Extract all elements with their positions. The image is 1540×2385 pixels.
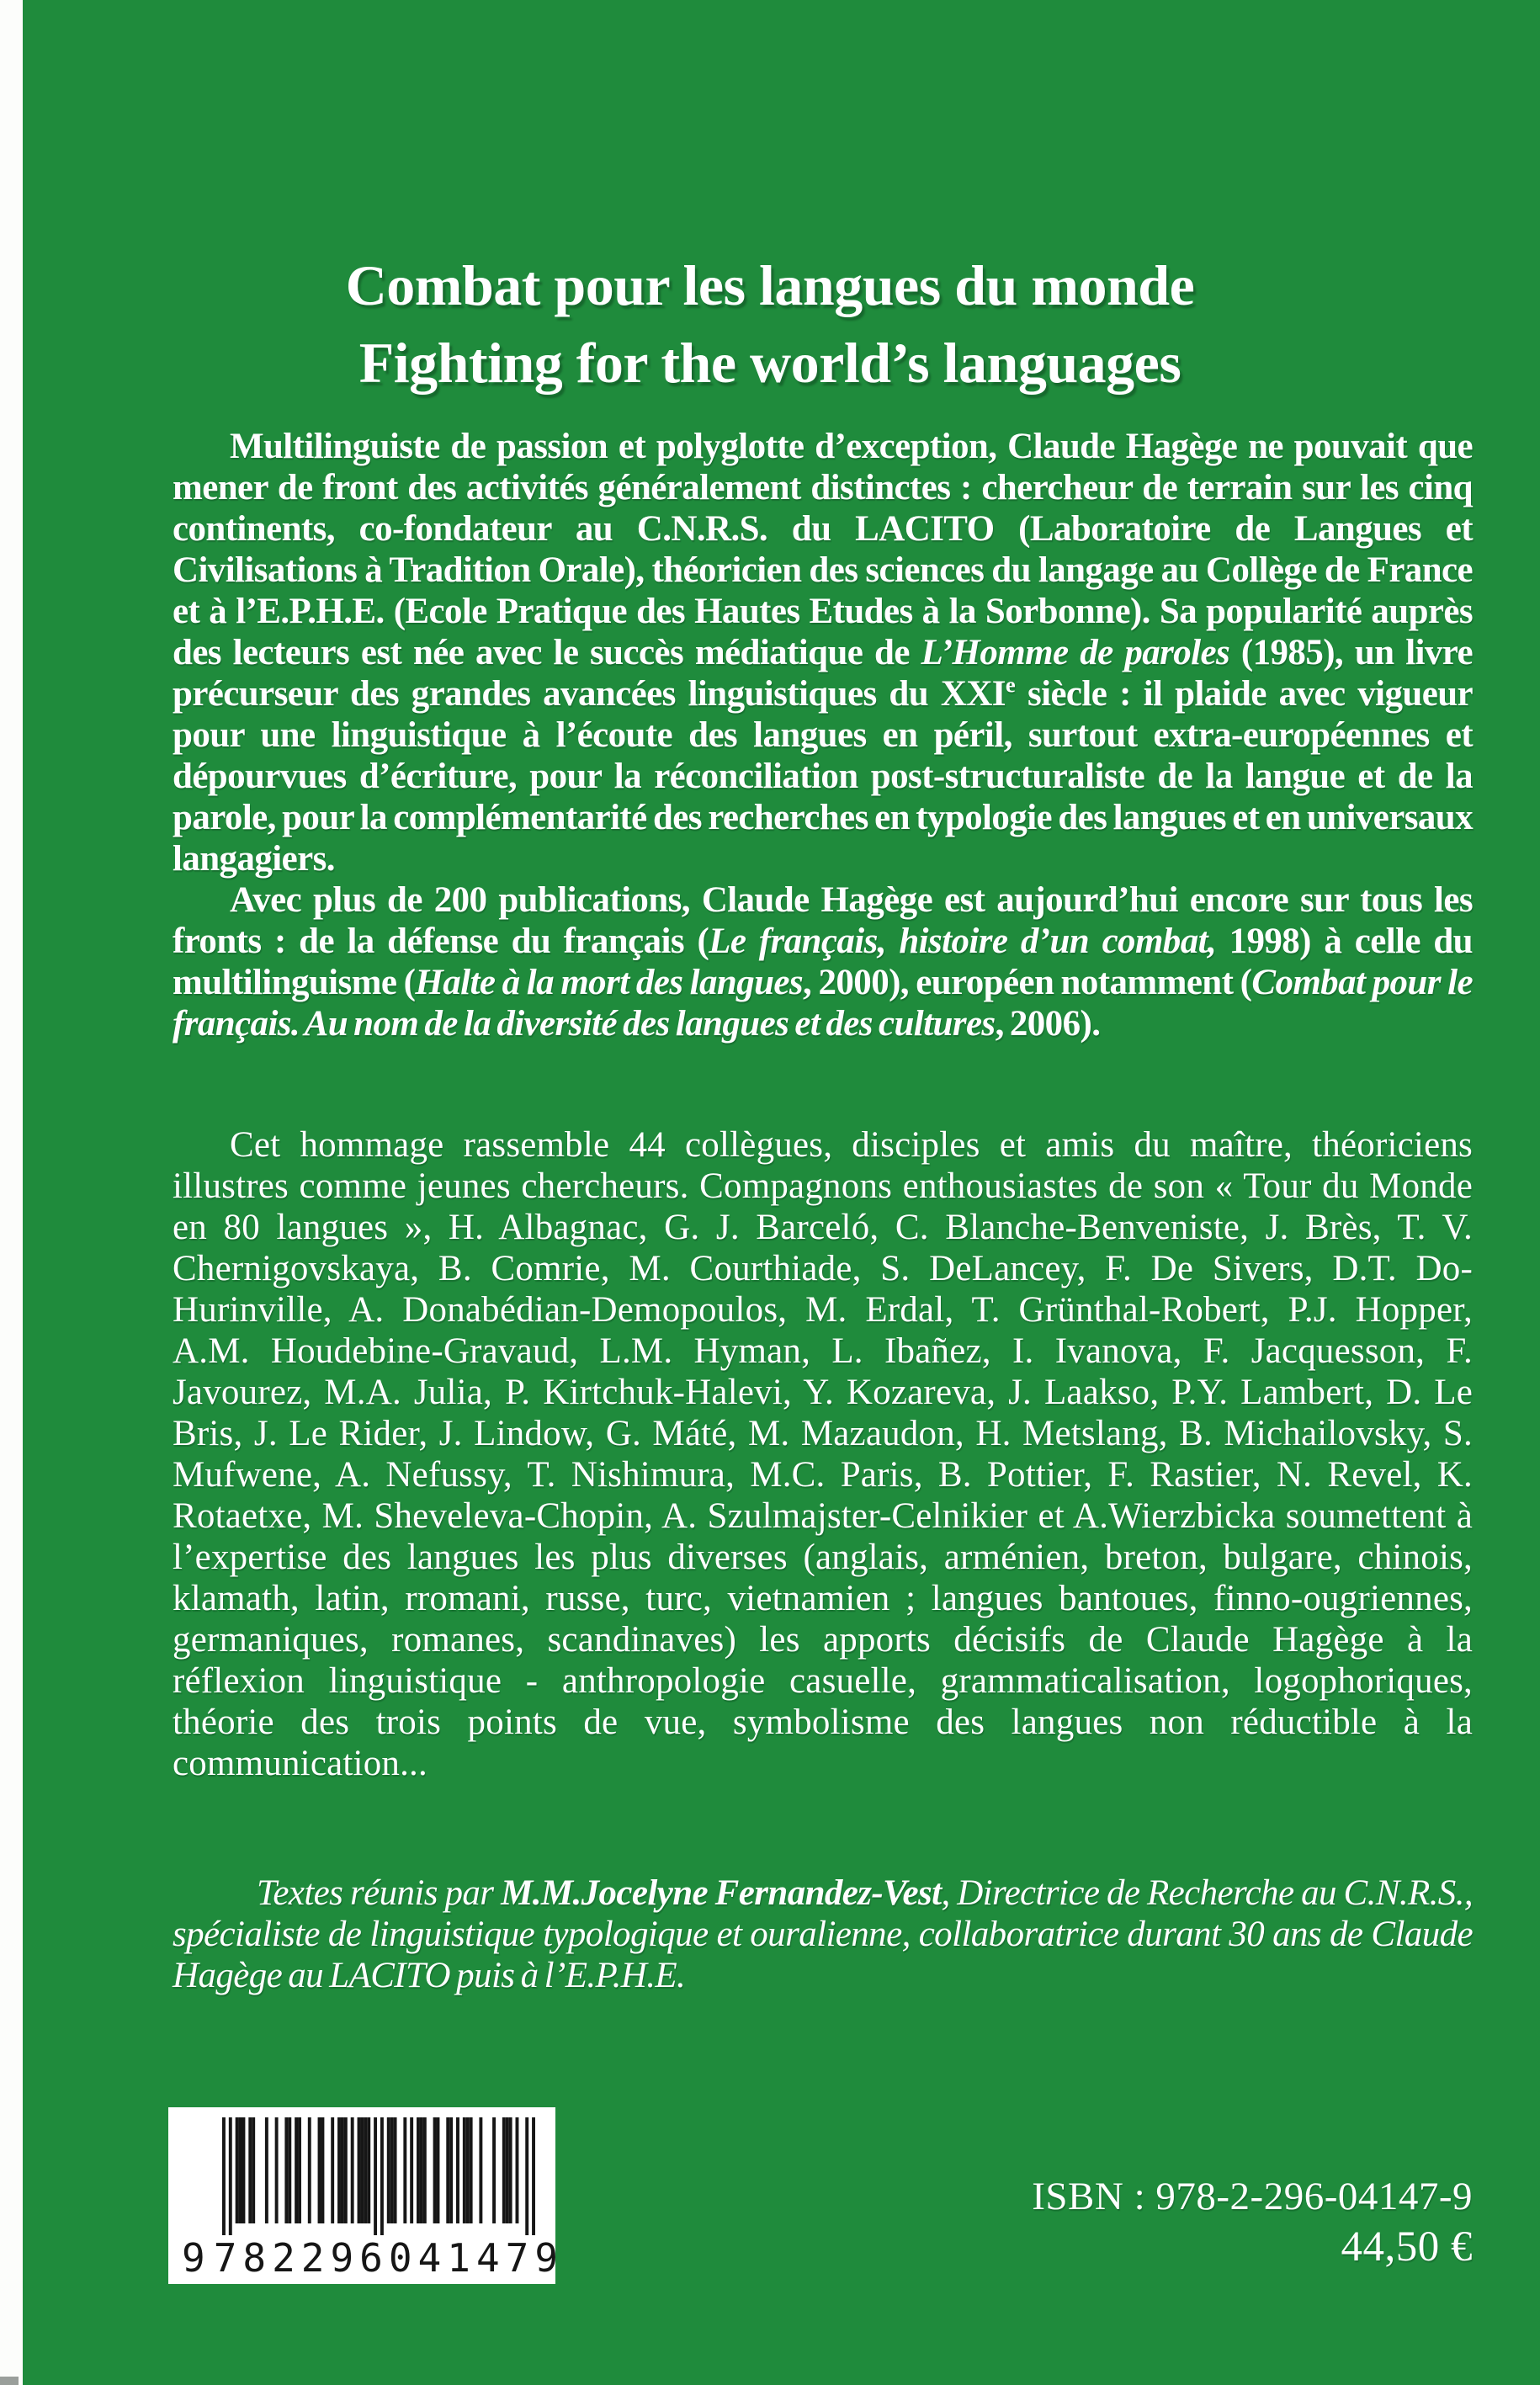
blurb-paragraph-contributors: Cet hommage rassemble 44 collègues, disciples et amis du maître, théoriciens illustres comme jeunes chercheurs. Compagnons enthousiastes de son « Tour du Monde en 80 langues », H. Albagnac, G. J. Barceló, C. Blanche-Benveniste, J. Brès, T. V. Chernigovskaya, B. Comrie, M. Courthiade, S. DeLancey, F. De Sivers, D.T. Do-Hurinville, A. Donabédian-Demopoulos, M. Erdal, T. Grünthal-Robert, P.J. Hopper, A.M. Houdebine-Gravaud, L.M. Hyman, L. Ibañez, I. Ivanova, F. Jacquesson, F. Javourez, M.A. Julia, P. Kirtchuk-Halevi, Y. Kozareva, J. Laakso, P.Y. Lambert, D. Le Bris, J. Le Rider, J. Lindow, G. Máté, M. Mazaudon, H. Metslang, B. Michailovsky, S. Mufwene, A. Nefussy, T. Nishimura, M.C. Paris, B. Pottier, F. Rastier, N. Revel, K. Rotaetxe, M. Sheveleva-Chopin, A. Szulmajster-Celnikier et A.Wierzbicka soumettent à l’expertise des langues les plus diverses (anglais, arménien, breton, bulgare, chinois, klamath, latin, rromani, russe, turc, vietnamien ; langues bantoues, finno-ougriennes, germaniques, romanes, scandinaves) les apports décisifs de Claude Hagège à la réflexion linguistique - anthropologie casuelle, grammaticalisation, logophoriques, théorie des trois points de vue, symbolisme des langues non réductible à la communication... xyxy=(173,1125,1473,1783)
blurb-paragraph-publications: Avec plus de 200 publications, Claude Hagège est aujourd’hui encore sur tous les fronts : de la défense du français (Le français, histoire d’un combat, 1998) à celle du multilinguisme (Halte à la mort des langues, 2000), européen notamment (Combat pour le français. Au nom de la diversité des langues et des cultures, 2006). xyxy=(173,880,1473,1044)
barcode-digit-group-left: 782296 xyxy=(213,2235,389,2281)
book-title-english: Fighting for the world’s languages xyxy=(358,331,1182,395)
isbn-block xyxy=(1032,2171,1473,2272)
barcode-bars xyxy=(222,2117,535,2235)
scan-artifact xyxy=(0,2377,19,2385)
barcode-digits xyxy=(182,2235,565,2281)
title-block xyxy=(0,247,1540,401)
barcode-digit-lead: 9 xyxy=(182,2235,205,2281)
barcode-digit-group-right: 041479 xyxy=(388,2235,565,2281)
price-text: 44,50 € xyxy=(1341,2223,1473,2271)
editor-credit: Textes réunis par M.M.Jocelyne Fernandez-Vest, Directrice de Recherche au C.N.R.S., spécialiste de linguistique typologique et ouralienne, collaboratrice durant 30 ans de Claude Hagège au LACITO puis à l’E.P.H.E. xyxy=(173,1873,1473,1995)
book-title-french: Combat pour les langues du monde xyxy=(345,253,1195,317)
isbn-text: ISBN : 978-2-296-04147-9 xyxy=(1032,2175,1473,2218)
barcode xyxy=(168,2107,565,2284)
blurb-paragraph-bio: Multilinguiste de passion et polyglotte d’exception, Claude Hagège ne pouvait que mener de front des activités généralement distinctes : chercheur de terrain sur les cinq continents, co-fondateur au C.N.R.S. du LACITO (Laboratoire de Langues et Civilisations à Tradition Orale), théoricien des sciences du langage au Collège de France et à l’E.P.H.E. (Ecole Pratique des Hautes Etudes à la Sorbonne). Sa popularité auprès des lecteurs est née avec le succès médiatique de L’Homme de paroles (1985), un livre précurseur des grandes avancées linguistiques du XXIe siècle : il plaide avec vigueur pour une linguistique à l’écoute des langues en péril, surtout extra-européennes et dépourvues d’écriture, pour la réconciliation post-structuraliste de la langue et de la parole, pour la complémentarité des recherches en typologie des langues et en universaux langagiers. xyxy=(173,427,1473,879)
back-cover-blurb xyxy=(173,426,1473,1996)
